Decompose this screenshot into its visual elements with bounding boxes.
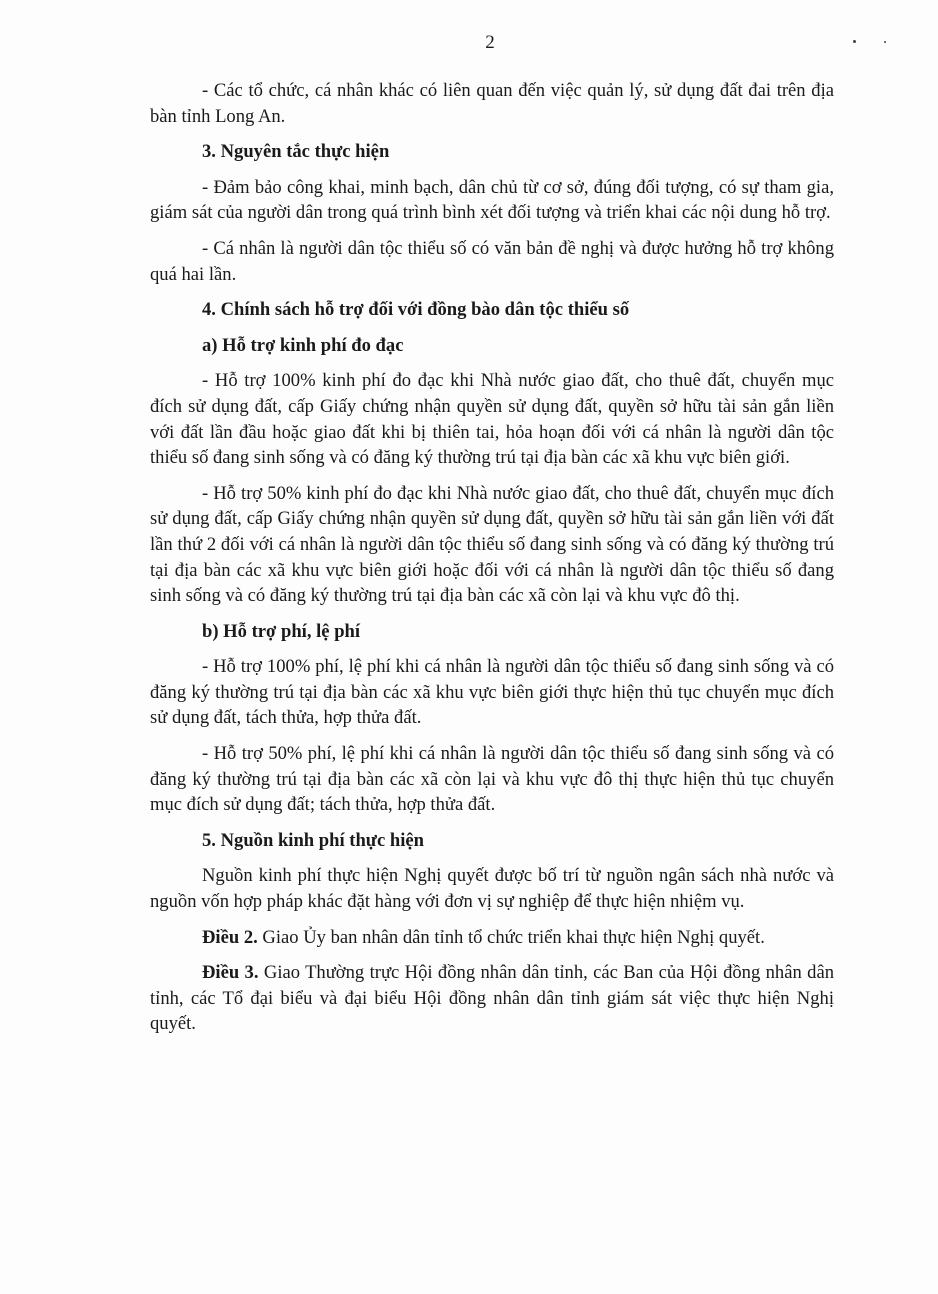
section-heading: 4. Chính sách hỗ trợ đối với đồng bào dân tộc thiểu số bbox=[202, 299, 630, 321]
subsection-heading: a) Hỗ trợ kinh phí đo đạc bbox=[202, 334, 404, 356]
paragraph: - Hỗ trợ 50% kinh phí đo đạc khi Nhà nước giao đất, cho thuê đất, chuyển mục đích sử dụng đất, cấp Giấy chứng nhận quyền sử dụng đất, quyền sở hữu tài sản gắn liền với đất lần thứ 2 đối với cá nhân là người dân tộc thiểu số đang sinh sống và có đăng ký thường trú tại địa bàn các xã khu vực biên giới hoặc đối với cá nhân là người dân tộc thiểu số đang sinh sống và có đăng ký thường trú tại địa bàn các xã còn lại và khu vực đô thị. bbox=[150, 482, 834, 607]
article-label: Điều 3. bbox=[202, 962, 259, 984]
article-paragraph bbox=[150, 960, 834, 1037]
article-label: Điều 2. bbox=[202, 926, 258, 948]
section-heading: 3. Nguyên tắc thực hiện bbox=[202, 141, 390, 163]
article-paragraph bbox=[150, 925, 834, 951]
paragraph: - Hỗ trợ 100% phí, lệ phí khi cá nhân là người dân tộc thiểu số đang sinh sống và có đăng ký thường trú tại địa bàn các xã khu vực biên giới thực hiện thủ tục chuyển mục đích sử dụng đất, tách thửa, hợp thửa đất. bbox=[150, 656, 834, 729]
scan-speck bbox=[884, 41, 886, 43]
paragraph: - Các tổ chức, cá nhân khác có liên quan đến việc quản lý, sử dụng đất đai trên địa bàn tỉnh Long An. bbox=[150, 80, 834, 127]
article-text: Giao Ủy ban nhân dân tỉnh tổ chức triển khai thực hiện Nghị quyết. bbox=[257, 926, 765, 948]
article-text: Giao Thường trực Hội đồng nhân dân tỉnh, các Ban của Hội đồng nhân dân tỉnh, các Tổ đại biểu và đại biểu Hội đồng nhân dân tỉnh giám sát việc thực hiện Nghị quyết. bbox=[150, 962, 835, 1035]
paragraph: - Đảm bảo công khai, minh bạch, dân chủ từ cơ sở, đúng đối tượng, có sự tham gia, giám sát của người dân trong quá trình bình xét đối tượng và triển khai các nội dung hỗ trợ. bbox=[150, 176, 834, 224]
section-heading: 5. Nguồn kinh phí thực hiện bbox=[202, 829, 424, 851]
paragraph: Nguồn kinh phí thực hiện Nghị quyết được bố trí từ nguồn ngân sách nhà nước và nguồn vốn hợp pháp khác đặt hàng với đơn vị sự nghiệp để thực hiện nhiệm vụ. bbox=[150, 865, 834, 913]
scan-speck bbox=[853, 40, 856, 43]
paragraph: - Hỗ trợ 50% phí, lệ phí khi cá nhân là người dân tộc thiểu số đang sinh sống và có đăng ký thường trú tại địa bàn các xã còn lại và khu vực đô thị thực hiện thủ tục chuyển mục đích sử dụng đất; tách thửa, hợp thửa đất. bbox=[150, 743, 834, 816]
subsection-heading: b) Hỗ trợ phí, lệ phí bbox=[202, 620, 361, 642]
page-number: 2 bbox=[485, 32, 495, 53]
paragraph: - Cá nhân là người dân tộc thiểu số có văn bản đề nghị và được hưởng hỗ trợ không quá hai lần. bbox=[150, 237, 834, 285]
document-body bbox=[150, 78, 834, 1047]
paragraph: - Hỗ trợ 100% kinh phí đo đạc khi Nhà nước giao đất, cho thuê đất, chuyển mục đích sử dụng đất, cấp Giấy chứng nhận quyền sử dụng đất, quyền sở hữu tài sản gắn liền với đất lần đầu hoặc giao đất khi bị thiên tai, hỏa hoạn đối với cá nhân là người dân tộc thiểu số đang sinh sống và có đăng ký thường trú tại địa bàn các xã khu vực biên giới. bbox=[150, 370, 834, 469]
